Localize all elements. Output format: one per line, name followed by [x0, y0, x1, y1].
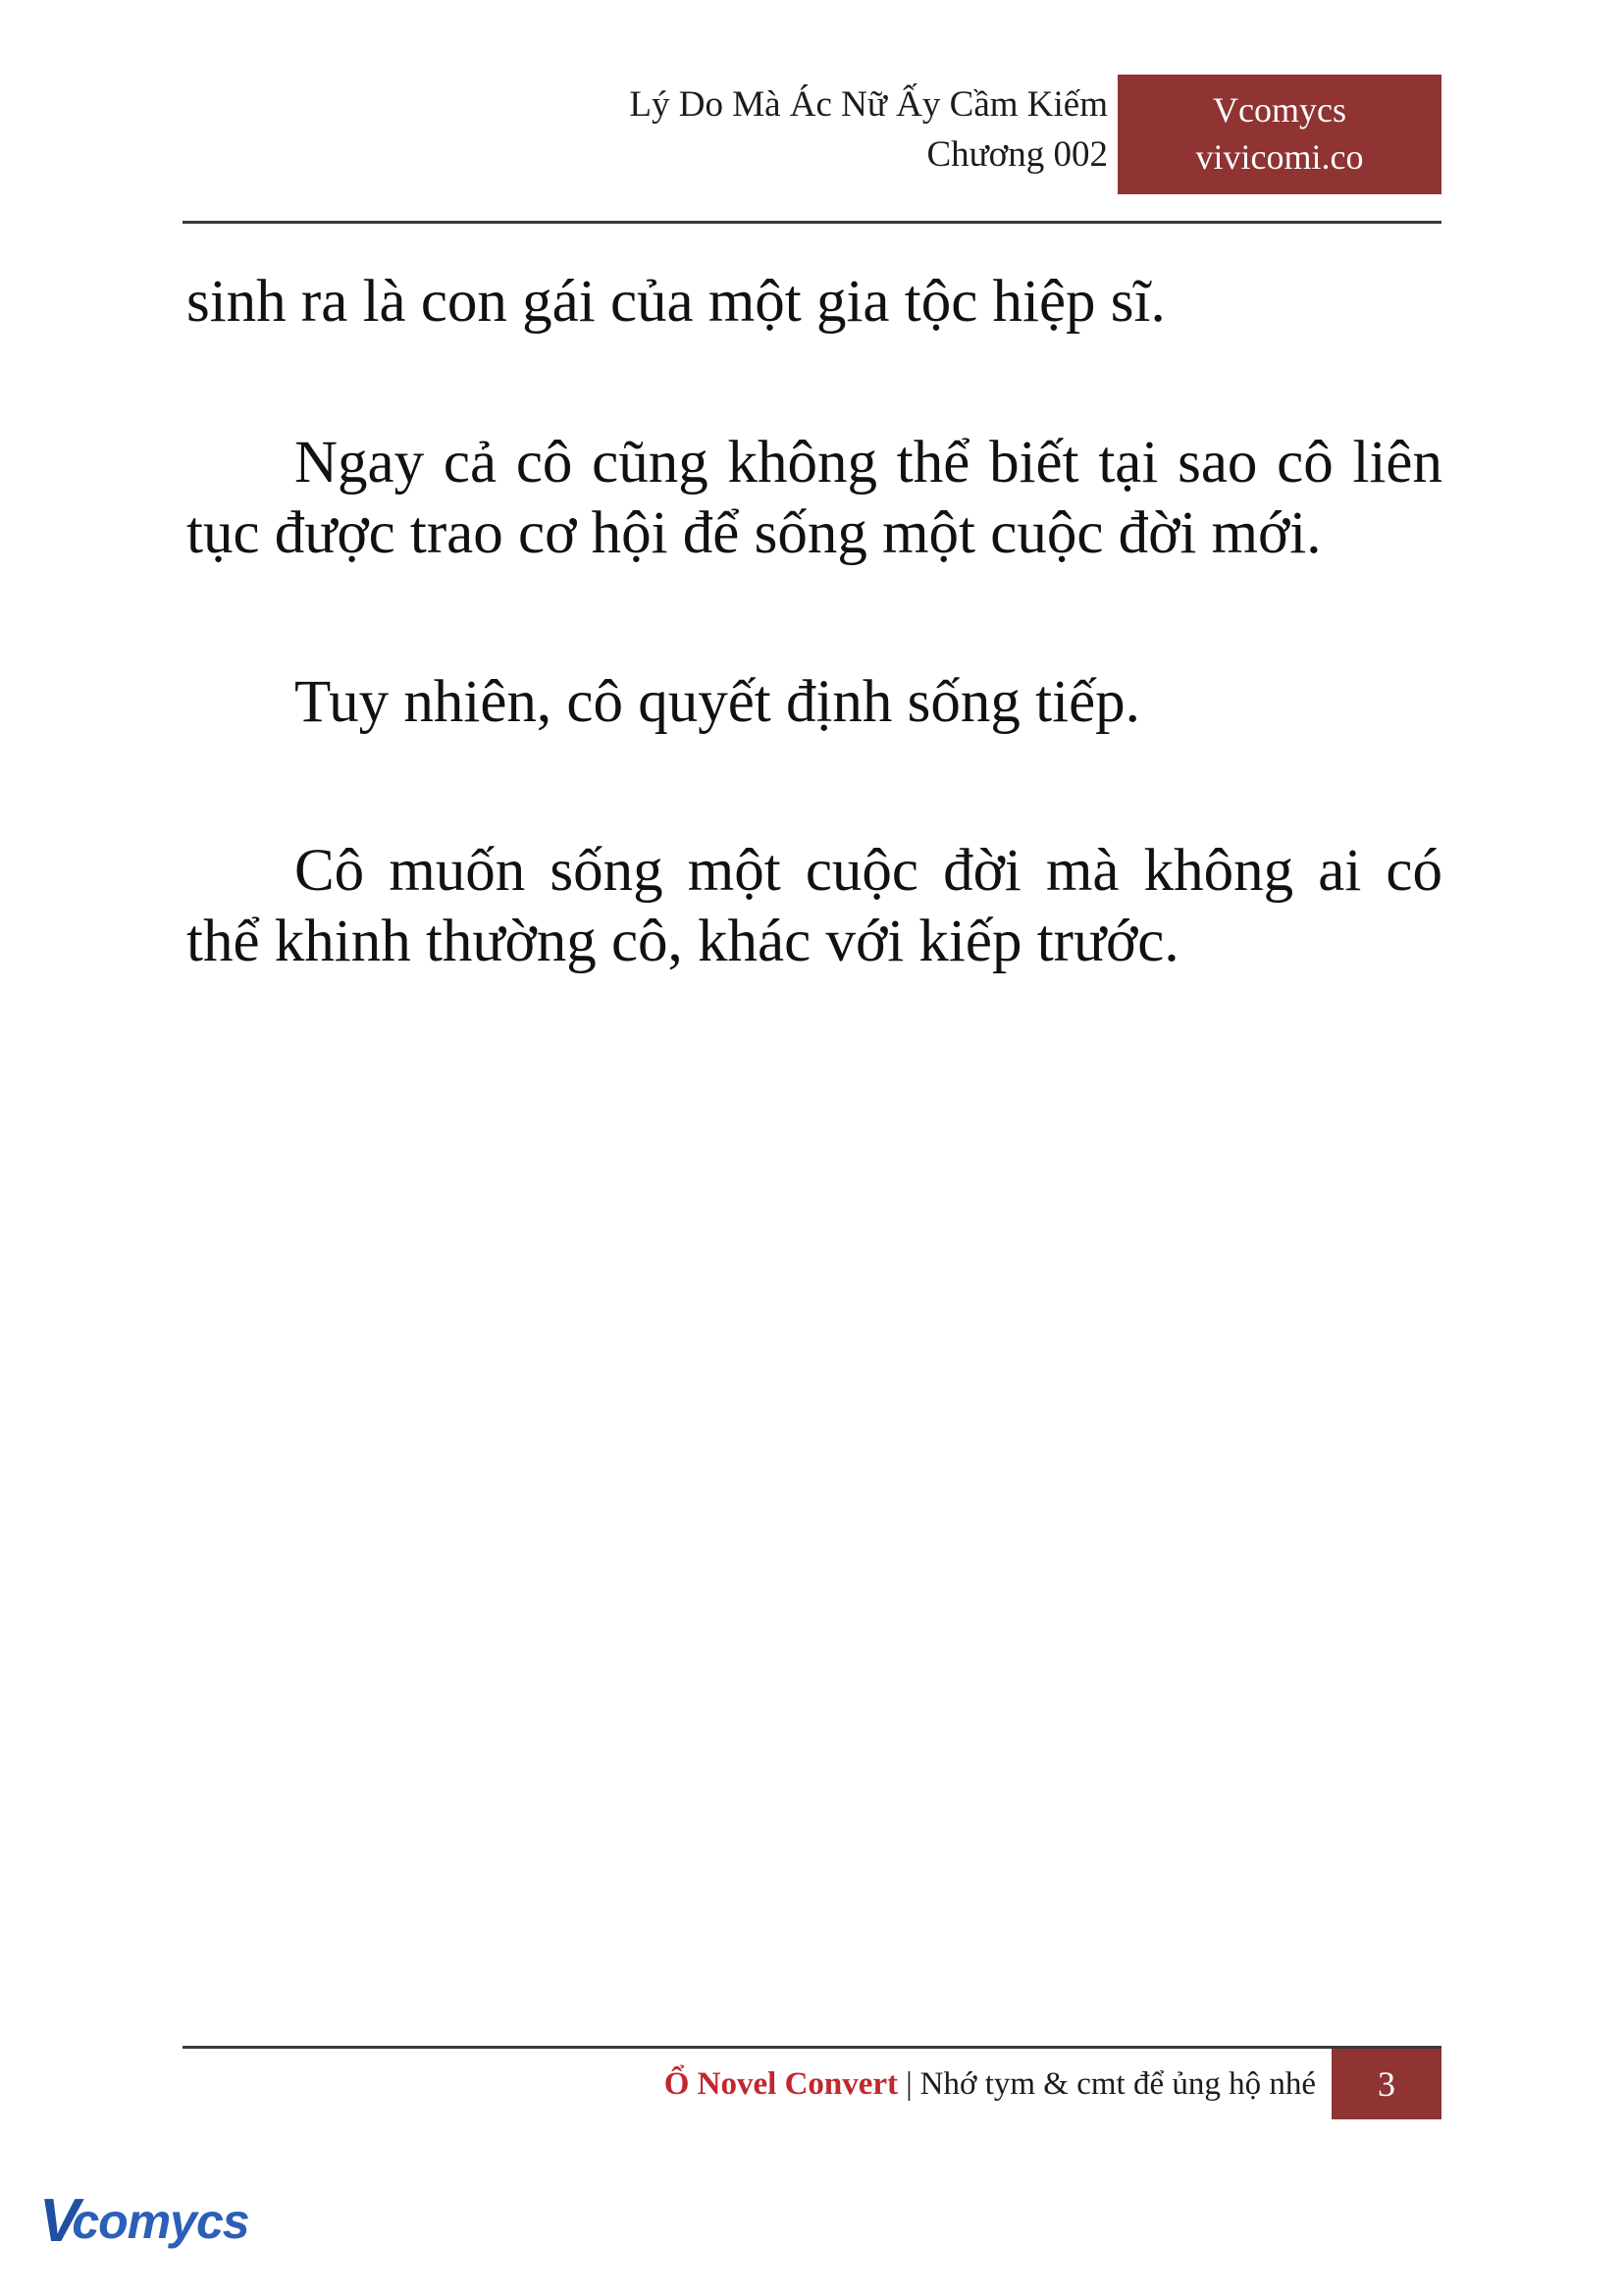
page-number: 3: [1332, 2049, 1441, 2119]
page-content: [186, 267, 1442, 977]
page-footer: [183, 2046, 1441, 2133]
paragraph: Tuy nhiên, cô quyết định sống tiếp.: [294, 668, 1140, 735]
logo-wordmark: comycs: [72, 2194, 249, 2249]
chapter-label: Chương 002: [926, 134, 1108, 176]
site-badge-url: vivicomi.co: [1195, 137, 1364, 177]
page-header: [183, 77, 1441, 224]
header-title-block: [629, 79, 1108, 180]
logo-initial: V: [39, 2187, 79, 2255]
paragraph: sinh ra là con gái của một gia tộc hiệp sĩ.: [186, 269, 1166, 335]
footer-credit: [664, 2066, 1332, 2103]
footer-separator: |: [906, 2065, 913, 2102]
paragraph: Cô muốn sống một cuộc đời mà không ai có thể khinh thường cô, khác với kiếp trước.: [186, 837, 1442, 974]
book-title: Lý Do Mà Ác Nữ Ấy Cầm Kiếm: [629, 84, 1108, 125]
footer-brand: Ổ Novel Convert: [663, 2065, 899, 2102]
site-badge: [1118, 75, 1441, 194]
paragraph: Ngay cả cô cũng không thể biết tại sao cô liên tục được trao cơ hội để sống một cuộc đời mới.: [186, 429, 1442, 566]
footer-inner: [664, 2049, 1441, 2119]
footer-note: Nhớ tym & cmt để ủng hộ nhé: [919, 2065, 1316, 2102]
site-badge-brand: Vcomycs: [1213, 90, 1346, 130]
vcomycs-logo: [39, 2183, 265, 2260]
